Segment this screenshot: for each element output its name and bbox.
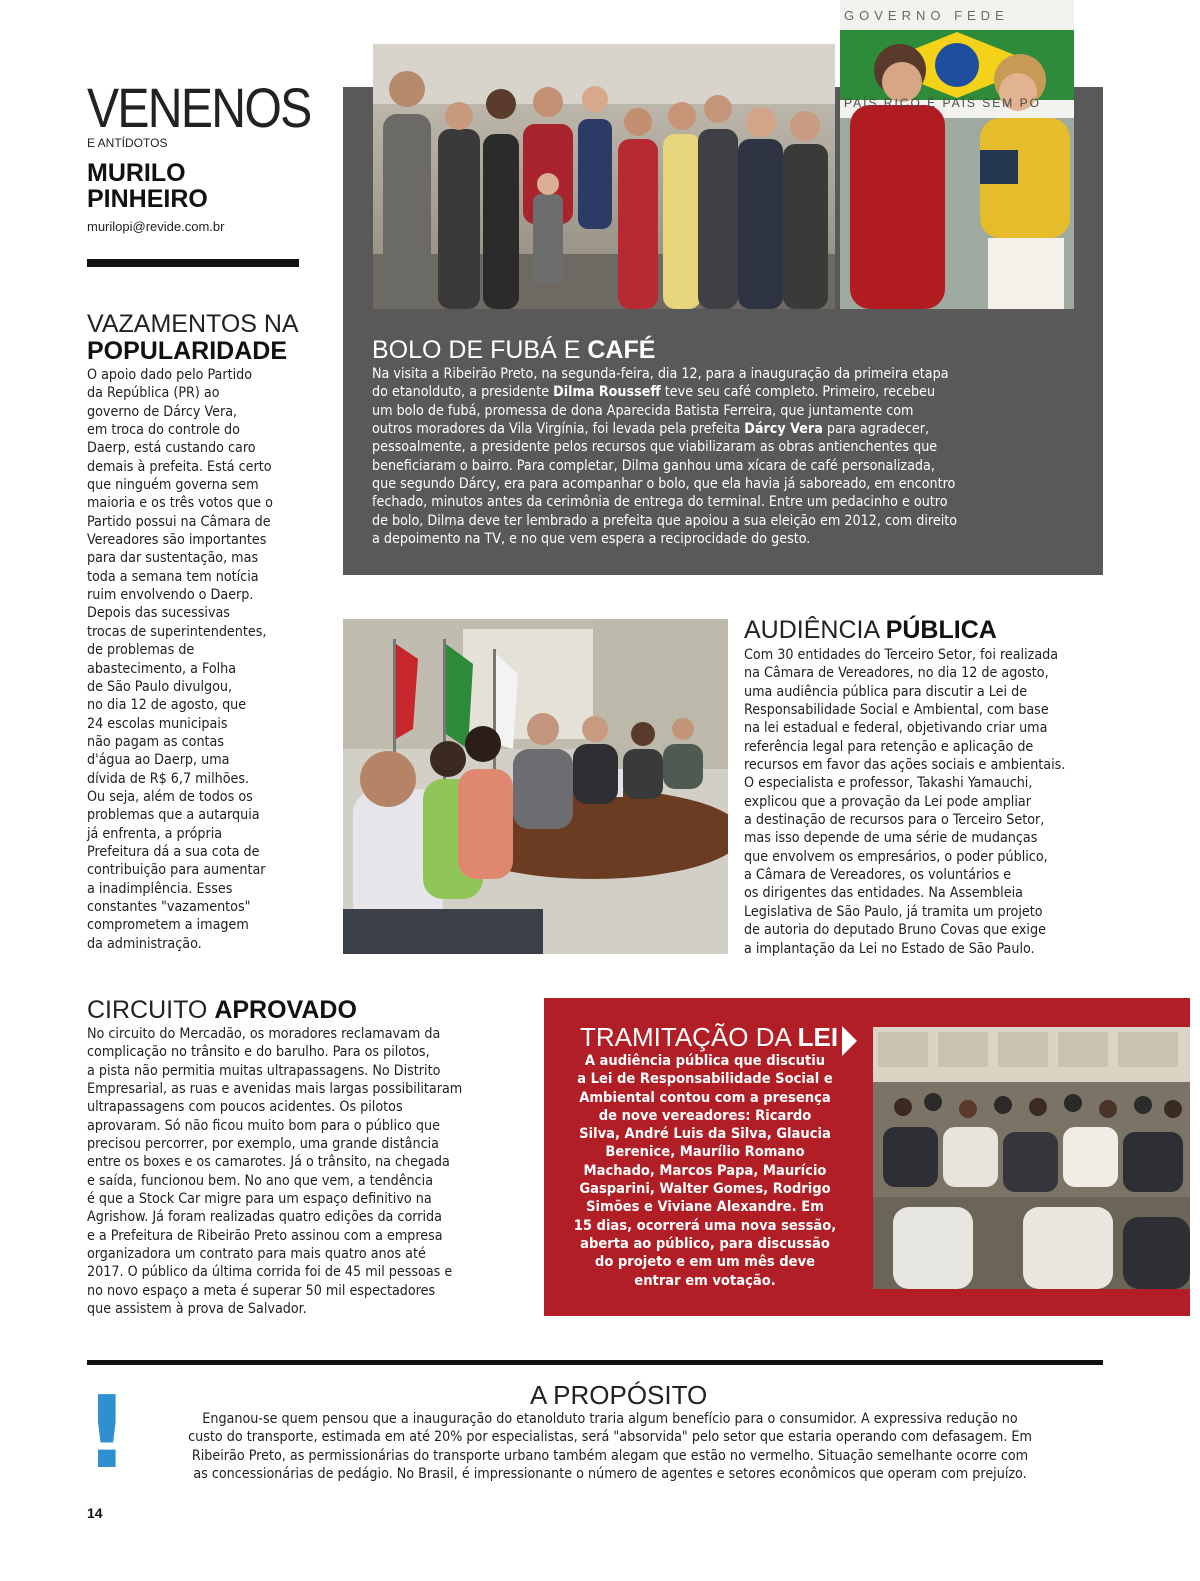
- author-first-name: MURILO: [87, 159, 186, 187]
- author-last-name: PINHEIRO: [87, 185, 208, 213]
- author-name: [87, 160, 307, 212]
- column-title: VENENOS: [87, 76, 311, 139]
- circuito-headline: CIRCUITO APROVADO: [87, 996, 357, 1024]
- plenario-photo: [873, 1027, 1190, 1289]
- tramitacao-body: A audiência pública que discutiu a Lei de Responsabilidade Social e Ambiental contou com a presença de nove vereadores: Ricardo Silva, André Luis da Silva, Glaucia Berenice, Maurílio Romano Machado, Marcos Papa, Maurício Gasparini, Walter Gomes, Rodrigo Simões e Viviane Alexandre. Em 15 dias, ocorrerá uma nova sessão, aberta ao público, para discussão do projeto e em um mês deve entrar em votação.: [573, 1052, 837, 1289]
- author-email[interactable]: murilopi@revide.com.br: [87, 219, 225, 234]
- tramitacao-headline: TRAMITAÇÃO DA LEI: [580, 1022, 839, 1052]
- group-photo: [373, 44, 835, 309]
- photo-banner-line1: GOVERNO FEDE: [844, 8, 1009, 23]
- vazamentos-body: O apoio dado pelo Partido da República (PR) ao governo de Dárcy Vera, em troca do controle do Daerp, está custando caro demais à prefeita. Está certo que ninguém governa sem maioria e os três votos que o Partido possui na Câmara de Vereadores são importantes para dar sustentação, mas toda a semana tem notícia ruim envolvendo o Daerp. Depois das sucessivas trocas de superintendentes, de problemas de abastecimento, a Folha de São Paulo divulgou, no dia 12 de agosto, que 24 escolas municipais não pagam as contas d'água ao Daerp, uma dívida de R$ 6,7 milhões. Ou seja, além de todos os problemas que a autarquia já enfrenta, a própria Prefeitura dá a sua cota de contribuição para aumentar a inadimplência. Esses constantes "vazamentos" comprometem a imagem da administração.: [87, 367, 273, 952]
- bolo-headline: BOLO DE FUBÁ E CAFÉ: [372, 336, 656, 364]
- bolo-body: Na visita a Ribeirão Preto, na segunda-feira, dia 12, para a inauguração da primeira etapa do etanolduto, a presidente Dilma Rousseff teve seu café completo. Primeiro, recebeu um bolo de fubá, promessa de dona Aparecida Batista Ferreira, que juntamente com outros moradores da Vila Virgínia, foi levada pela prefeita Dárcy Vera para agradecer, pessoalmente, a presidente pelos recursos que viabilizaram as obras antienchentes que beneficiaram o bairro. Para completar, Dilma ganhou uma xícara de café personalizada, que segundo Dárcy, era para acompanhar o bolo, que ela havia já saboreado, em encontro fechado, minutos antes da cerimônia de entrega do terminal. Entre um pedacinho e outro de bolo, Dilma deve ter lembrado a prefeita que apoiou a sua eleição em 2012, com direito a depoimento na TV, e no que vem espera a reciprocidade do gesto.: [372, 366, 958, 548]
- proposito-body: Enganou-se quem pensou que a inauguração do etanolduto traria algum benefício para o consumidor. A expressiva redução no custo do transporte, estimada em até 20% por especialistas, será "absorvida" pelo setor que estaria operando com defasagem. Em Ribeirão Preto, as permissionárias do transporte urbano também alegam que estão no vermelho. Situação semelhante ocorre com as concessionárias de pedágio. No Brasil, é impressionante o número de agentes e setores econômicos que operam com prejuízo.: [188, 1411, 1032, 1483]
- photo-banner-line2: PAÍS RICO É PAÍS SEM PO: [844, 96, 1041, 110]
- exclamation-mark-icon: !: [84, 1374, 130, 1491]
- header-divider: [87, 259, 299, 267]
- dilma-darcy-photo: [840, 0, 1074, 309]
- audiencia-photo: [343, 619, 728, 954]
- vazamentos-headline-line1: VAZAMENTOS NA: [87, 310, 299, 338]
- bottom-divider: [87, 1360, 1103, 1365]
- column-subtitle: E ANTÍDOTOS: [87, 136, 168, 150]
- audiencia-headline: AUDIÊNCIA PÚBLICA: [744, 616, 997, 644]
- vazamentos-headline-line2: POPULARIDADE: [87, 337, 288, 365]
- page-number: 14: [87, 1505, 103, 1521]
- proposito-headline: A PROPÓSITO: [530, 1380, 708, 1410]
- circuito-body: No circuito do Mercadão, os moradores reclamavam da complicação no trânsito e do barulho. Para os pilotos, a pista não permitia muitas ultrapassagens. No Distrito Empresarial, as ruas e avenidas mais largas possibilitaram ultrapassagens com poucos acidentes. Os pilotos aprovaram. Só não ficou muito bom para o público que precisou percorrer, por exemplo, uma grande distância entre os boxes e os camarotes. Já o trânsito, na chegada e saída, funcionou bem. No ano que vem, a tendência é que a Stock Car migre para um espaço definitivo na Agrishow. Já foram realizadas quatro edições da corrida e a Prefeitura de Ribeirão Preto assinou com a empresa organizadora um contrato para mais quatro anos até 2017. O público da última corrida foi de 45 mil pessoas e no novo espaço a meta é superar 50 mil espectadores que assistem à prova de Salvador.: [87, 1026, 463, 1318]
- audiencia-body: Com 30 entidades do Terceiro Setor, foi realizada na Câmara de Vereadores, no dia 12 de agosto, uma audiência pública para discutir a Lei de Responsabilidade Social e Ambiental, com base na lei estadual e federal, objetivando criar uma referência legal para retenção e aplicação de recursos em favor das ações sociais e ambientais. O especialista e professor, Takashi Yamauchi, explicou que a provação da Lei pode ampliar a destinação de recursos para o Terceiro Setor, mas isso depende de uma série de mudanças que envolvem os empresários, o poder público, a Câmara de Vereadores, os voluntários e os dirigentes das entidades. Na Assembleia Legislativa de São Paulo, já tramita um projeto de autoria do deputado Bruno Covas que exige a implantação da Lei no Estado de São Paulo.: [744, 647, 1066, 957]
